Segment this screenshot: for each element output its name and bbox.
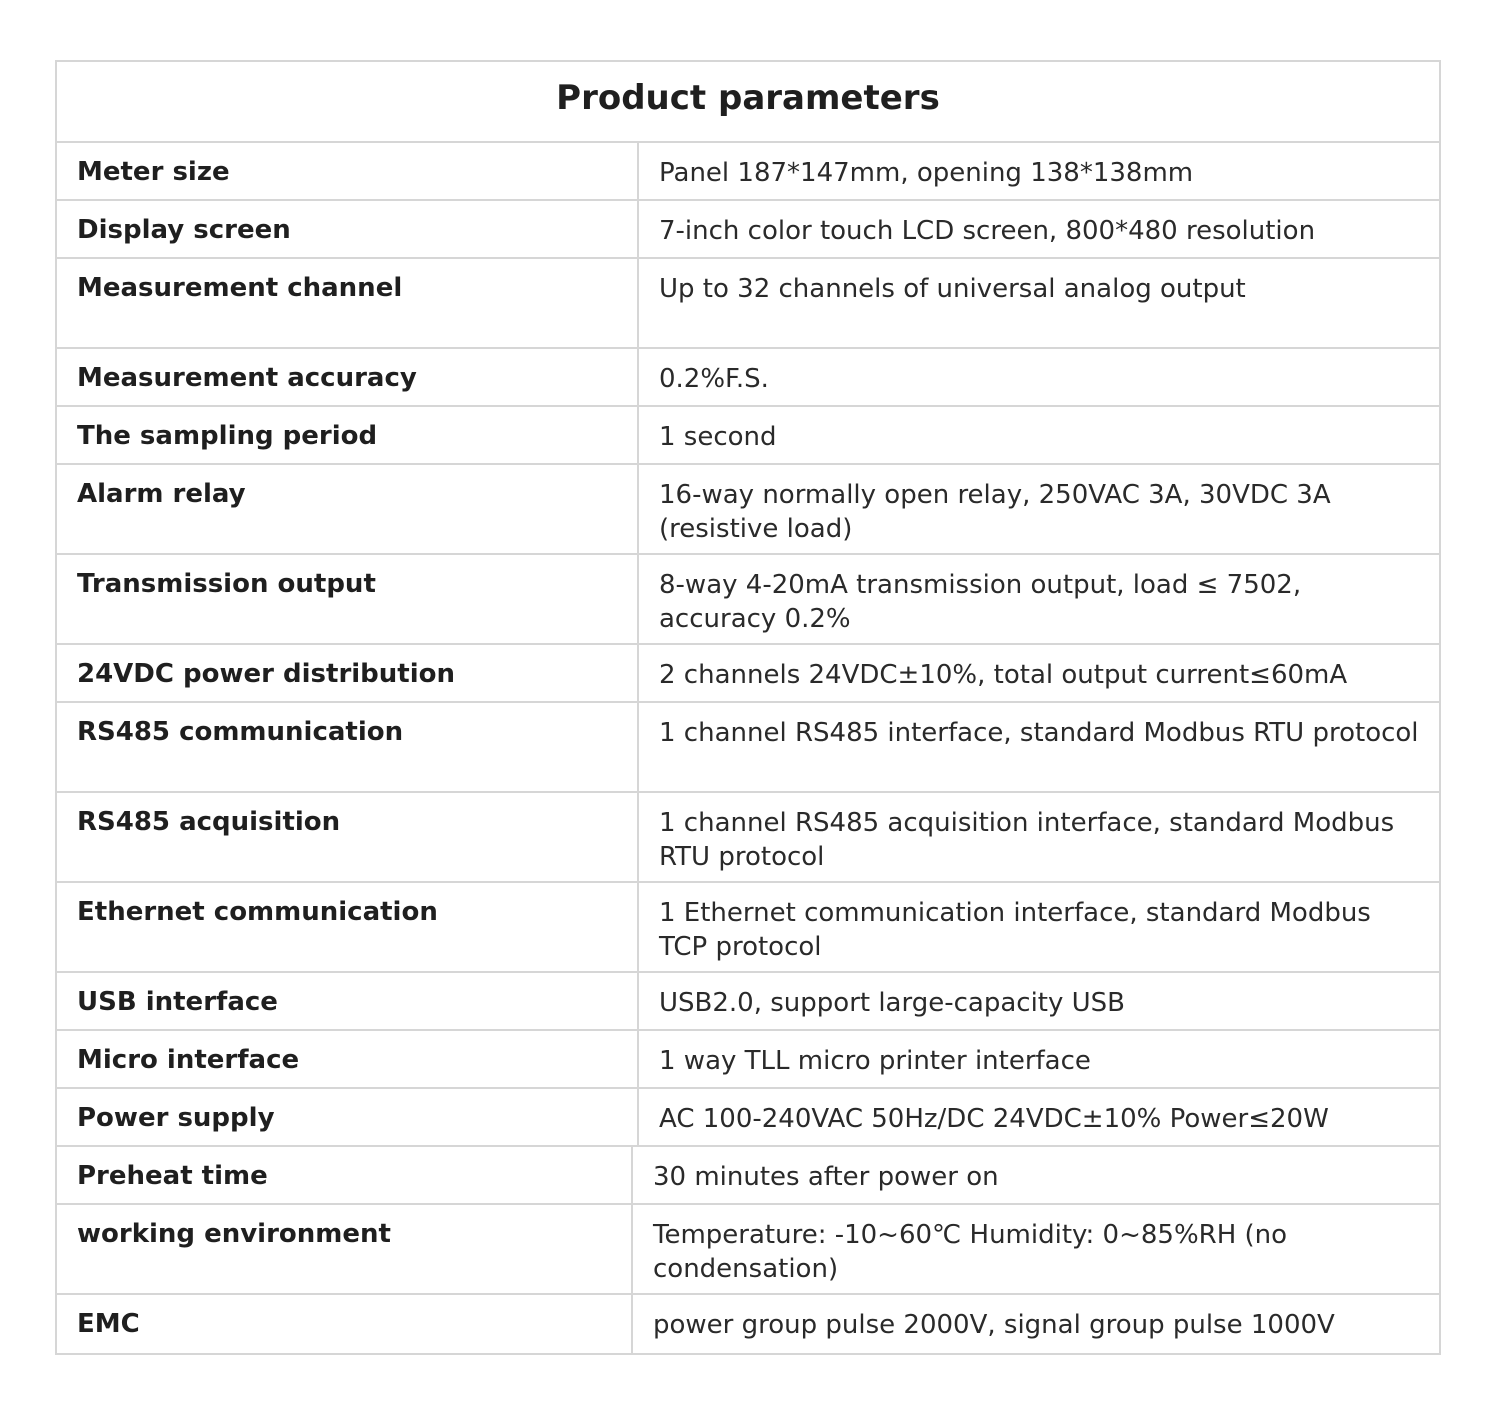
table-row [57, 793, 1439, 883]
param-value: 1 Ethernet communication interface, standard Modbus TCP protocol [659, 898, 1371, 962]
param-value: power group pulse 2000V, signal group pulse 1000V [653, 1310, 1335, 1340]
param-value: AC 100-240VAC 50Hz/DC 24VDC±10% Power≤20W [659, 1104, 1329, 1134]
table-row [57, 1031, 1439, 1089]
param-value: 1 channel RS485 acquisition interface, standard Modbus RTU protocol [659, 808, 1395, 872]
param-label: Meter size [57, 143, 639, 199]
param-label: RS485 communication [57, 703, 639, 791]
param-label: Power supply [57, 1089, 639, 1145]
param-value: Up to 32 channels of universal analog output [659, 274, 1246, 304]
param-label: Measurement channel [57, 259, 639, 347]
param-value: 2 channels 24VDC±10%, total output current≤60mA [659, 660, 1348, 690]
param-label: Measurement accuracy [57, 349, 639, 405]
parameters-table [55, 60, 1441, 1355]
table-title: Product parameters [556, 77, 940, 118]
param-label: USB interface [57, 973, 639, 1029]
table-title-row [57, 62, 1439, 143]
table-row [57, 143, 1439, 201]
table-row [57, 703, 1439, 793]
param-value: 0.2%F.S. [659, 364, 769, 394]
param-value: USB2.0, support large-capacity USB [659, 988, 1126, 1018]
param-label: EMC [57, 1295, 633, 1353]
param-label: RS485 acquisition [57, 793, 639, 881]
table-row [57, 645, 1439, 703]
table-row [57, 973, 1439, 1031]
param-value: 16-way normally open relay, 250VAC 3A, 30VDC 3A (resistive load) [659, 480, 1331, 544]
table-row [57, 407, 1439, 465]
table-row [57, 555, 1439, 645]
param-label: Micro interface [57, 1031, 639, 1087]
table-row [57, 1089, 1439, 1147]
param-label: 24VDC power distribution [57, 645, 639, 701]
table-row [57, 1205, 1439, 1295]
table-row [57, 349, 1439, 407]
table-row [57, 259, 1439, 349]
table-row [57, 465, 1439, 555]
param-value: 30 minutes after power on [653, 1162, 999, 1192]
param-value: 7-inch color touch LCD screen, 800*480 resolution [659, 216, 1316, 246]
table-row [57, 1147, 1439, 1205]
param-label: Transmission output [57, 555, 639, 643]
param-label: Preheat time [57, 1147, 633, 1203]
param-value: 1 second [659, 422, 777, 452]
param-value: 8-way 4-20mA transmission output, load ≤ 7502, accuracy 0.2% [659, 570, 1302, 634]
param-label: The sampling period [57, 407, 639, 463]
param-label: Display screen [57, 201, 639, 257]
table-row [57, 1295, 1439, 1353]
param-value: 1 channel RS485 interface, standard Modbus RTU protocol [659, 718, 1419, 748]
table-row [57, 883, 1439, 973]
param-value: Temperature: -10~60℃ Humidity: 0~85%RH (no condensation) [653, 1220, 1288, 1284]
param-label: working environment [57, 1205, 633, 1293]
param-label: Alarm relay [57, 465, 639, 553]
table-row [57, 201, 1439, 259]
param-label: Ethernet communication [57, 883, 639, 971]
param-value: Panel 187*147mm, opening 138*138mm [659, 158, 1194, 188]
param-value: 1 way TLL micro printer interface [659, 1046, 1091, 1076]
